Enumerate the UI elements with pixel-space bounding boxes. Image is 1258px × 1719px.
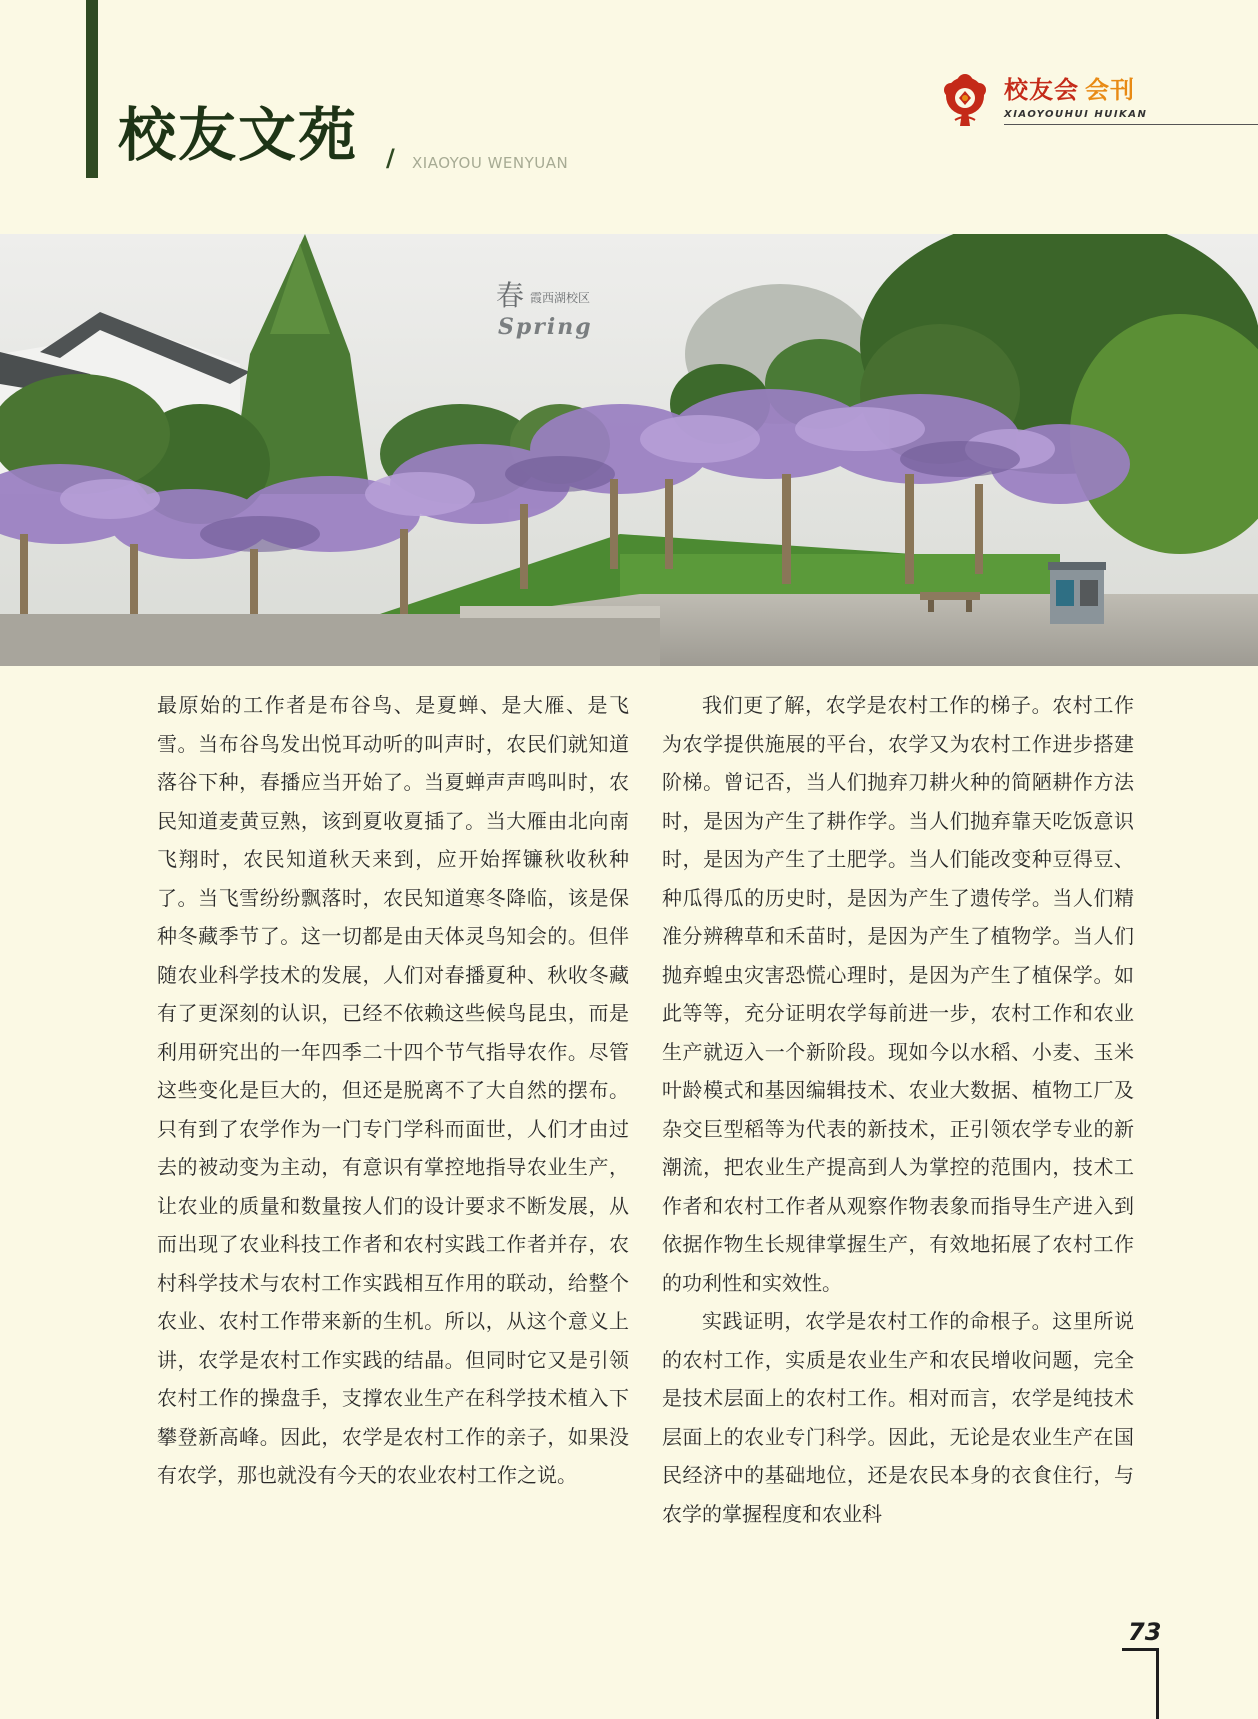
logo-title-part2: 会刊 [1085,76,1135,104]
article-left-column [157,686,629,1495]
section-title: 校友文苑 [118,101,359,169]
photo-season-en: Spring [498,314,593,340]
section-slash: / [386,144,395,172]
photo-season-zh: 春 [496,279,525,312]
photo-campus-name: 霞西湖校区 [530,291,591,305]
article-paragraph: 最原始的工作者是布谷鸟、是夏蝉、是大雁、是飞雪。当布谷鸟发出悦耳动听的叫声时，农民们就知道落谷下种，春播应当开始了。当夏蝉声声鸣叫时，农民知道麦黄豆熟，该到夏收夏插了。当大雁由北向南飞翔时，农民知道秋天来到，应开始挥镰秋收秋种了。当飞雪纷纷飘落时，农民知道寒冬降临，该是保种冬藏季节了。这一切都是由天体灵鸟知会的。但伴随农业科学技术的发展，人们对春播夏种、秋收冬藏有了更深刻的认识，已经不依赖这些候鸟昆虫，而是利用研究出的一年四季二十四个节气指导农作。尽管这些变化是巨大的，但还是脱离不了大自然的摆布。只有到了农学作为一门专门学科而面世，人们才由过去的被动变为主动，有意识有掌控地指导农业生产，让农业的质量和数量按人们的设计要求不断发展，从而出现了农业科技工作者和农村实践工作者并存，农村科学技术与农村工作实践相互作用的联动，给整个农业、农村工作带来新的生机。所以，从这个意义上讲，农学是农村工作实践的结晶。但同时它又是引领农村工作的操盘手，支撑农业生产在科学技术植入下攀登新高峰。因此，农学是农村工作的亲子，如果没有农学，那也就没有今天的农业农村工作之说。 [157,693,629,1487]
logo-rule [1004,124,1258,125]
logo-subtitle: XIAOYOUHUI HUIKAN [1004,109,1148,120]
page-number-rule-vertical [1156,1648,1159,1719]
article-paragraph: 我们更了解，农学是农村工作的梯子。农村工作为农学提供施展的平台，农学又为农村工作进步搭建阶梯。曾记否，当人们抛弃刀耕火种的简陋耕作方法时，是因为产生了耕作学。当人们抛弃靠天吃饭意识时，是因为产生了土肥学。当人们能改变种豆得豆、种瓜得瓜的历史时，是因为产生了遗传学。当人们精准分辨稗草和禾苗时，是因为产生了植物学。当人们抛弃蝗虫灾害恐慌心理时，是因为产生了植保学。如此等等，充分证明农学每前进一步，农村工作和农业生产就迈入一个新阶段。现如今以水稻、小麦、玉米叶龄模式和基因编辑技术、农业大数据、植物工厂及杂交巨型稻等为代表的新技术，正引领农学专业的新潮流，把农业生产提高到人为掌控的范围内，技术工作者和农村工作者从观察作物表象而指导生产进入到依据作物生长规律掌握生产，有效地拓展了农村工作的功利性和实效性。 [662,693,1134,1295]
article-right-column [662,686,1134,1533]
section-side-bar [86,0,98,178]
alumni-emblem-icon [940,74,990,128]
journal-logo [940,74,1258,134]
logo-title-part1: 校友会 [1004,76,1079,104]
logo-title [1004,78,1135,102]
article-paragraph: 实践证明，农学是农村工作的命根子。这里所说的农村工作，实质是农业生产和农民增收问题，完全是技术层面上的农村工作。相对而言，农学是纯技术层面上的农业专门科学。因此，无论是农业生产在国民经济中的基础地位，还是农民本身的衣食住行，与农学的掌握程度和农业科 [662,1309,1134,1526]
page-number: 73 [1128,1618,1162,1646]
page-number-rule [1122,1648,1158,1651]
section-subtitle: XIAOYOU WENYUAN [412,154,569,172]
campus-wisteria-photo [0,234,1258,666]
